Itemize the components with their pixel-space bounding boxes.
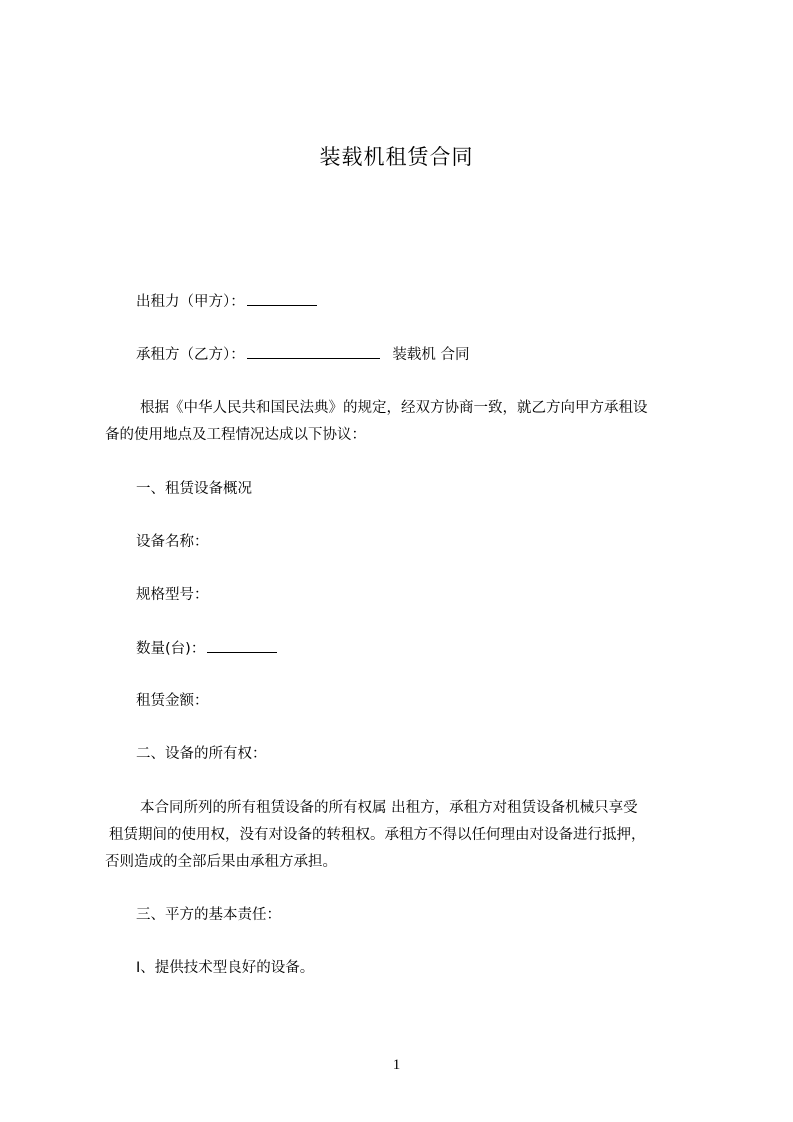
- ownership-line-1: 本合同所列的所有租赁设备的所有权属 出租方，承租方对租赁设备机械只享受: [140, 800, 638, 816]
- quantity-label: 数量(台)：: [136, 641, 206, 657]
- lessor-label: 出租力（甲方）：: [136, 294, 245, 310]
- lessee-label: 承租方（乙方）：: [136, 347, 245, 363]
- lessee-blank: [247, 344, 380, 359]
- document-title: 装载机租赁合同: [319, 145, 474, 169]
- section-1-heading: 一、租赁设备概况: [136, 481, 252, 497]
- lessee-line: [136, 344, 469, 365]
- ownership-line-3: 否则造成的全部后果由承租方承担。: [105, 854, 337, 870]
- intro-line-1: 根据《中华人民共和国民法典》的规定，经双方协商一致，就乙方向甲方承租设: [140, 400, 648, 416]
- lessor-line: [136, 291, 317, 312]
- spec-label: 规格型号：: [136, 587, 209, 603]
- ownership-line-2: 租赁期间的使用权，没有对设备的转租权。承租方不得以任何理由对设备进行抵押，: [109, 827, 646, 843]
- lessee-suffix: 装载机 合同: [392, 347, 470, 363]
- rent-amount-label: 租赁金额：: [136, 693, 209, 709]
- quantity-blank: [207, 638, 277, 653]
- quantity-line: [136, 638, 277, 659]
- page-number: 1: [392, 1057, 401, 1073]
- intro-line-2: 备的使用地点及工程情况达成以下协议：: [105, 427, 366, 443]
- equipment-name-label: 设备名称：: [136, 534, 209, 550]
- section-3-heading: 三、平方的基本责任：: [136, 907, 281, 923]
- section-2-heading: 二、设备的所有权：: [136, 746, 267, 762]
- lessor-blank: [247, 291, 317, 306]
- item-1: I、提供技术型良好的设备。: [136, 960, 315, 976]
